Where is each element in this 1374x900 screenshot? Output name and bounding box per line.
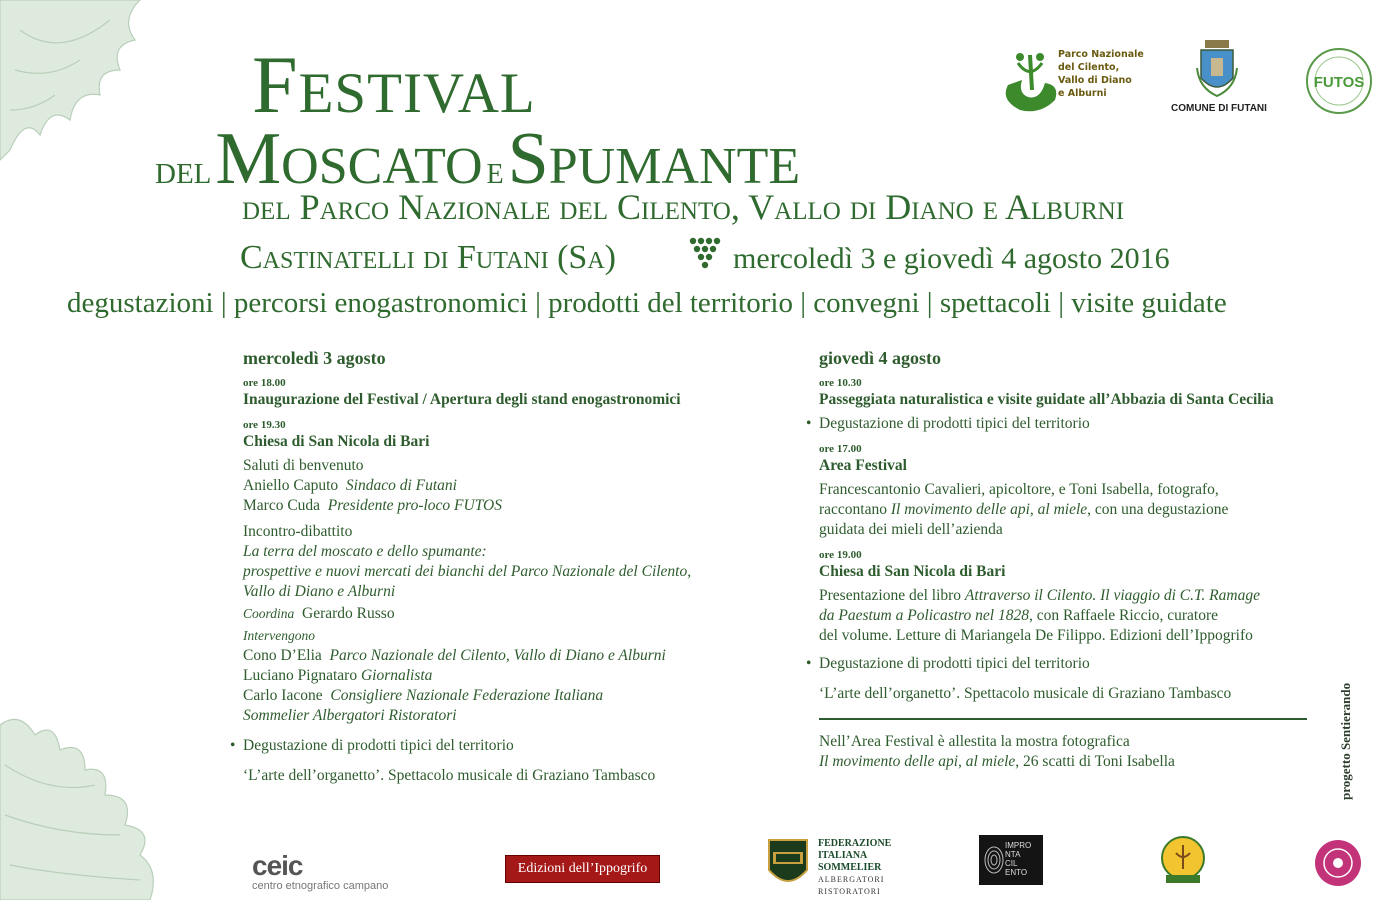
event-walk [819, 376, 1319, 434]
welcome-label: Saluti di benvenuto [243, 457, 364, 474]
logo-text-line: ITALIANA [818, 850, 868, 861]
logo-text-line: CIL [1005, 859, 1018, 868]
exhibition-desc: , 26 scatti di Toni Isabella [1015, 753, 1175, 770]
cibbi-logo [1313, 838, 1363, 888]
logo-text-line: ALBERGATORI [818, 875, 885, 884]
logo-text-line: RISTORATORI [818, 887, 881, 896]
title-moscato: Moscato [215, 118, 483, 200]
parco-logo-text [1058, 48, 1144, 100]
program-day-1 [243, 348, 763, 786]
project-credit: progetto Sentierando [1338, 682, 1353, 800]
terra-mia-logo [1160, 835, 1206, 885]
divider [819, 718, 1307, 720]
exhibition-title: Il movimento delle api, al miele [819, 753, 1016, 770]
speaker [243, 646, 763, 666]
event-time: ore 10.30 [819, 377, 862, 389]
impronta-cilento-logo [979, 835, 1043, 885]
logo-text-line: IMPRO [1005, 841, 1032, 850]
futos-proloco-logo [1305, 47, 1373, 115]
person-role: Presidente pro-loco FUTOS [327, 497, 503, 514]
debate-topic: prospettive e nuovi mercati dei bianchi del Parco Nazionale del Cilento, [243, 563, 692, 580]
greeting-person [243, 496, 763, 516]
title-moscato-spumante [155, 118, 801, 200]
location: Castinatelli di Futani (Sa) [240, 239, 616, 276]
event-book-presentation [819, 548, 1319, 646]
event-title: Chiesa di San Nicola di Bari [243, 433, 430, 450]
title-e: e [486, 147, 504, 192]
grapes-icon [687, 233, 723, 269]
ceic-main-text: ceic [252, 850, 303, 881]
fisar-shield-logo [767, 838, 809, 892]
day-heading: mercoledì 3 agosto [243, 348, 386, 368]
person-name: Aniello Caputo [243, 477, 339, 494]
speaker-role: Consigliere Nazionale Federazione Italiana [330, 687, 604, 704]
logo-text-line: del Cilento, [1058, 62, 1120, 73]
comune-futani-crest [1195, 38, 1239, 98]
title-spumante: Spumante [507, 118, 801, 200]
subtitle: del Parco Nazionale del Cilento, Vallo di Diano e Alburni [242, 187, 1125, 227]
event-area-festival [819, 442, 1319, 540]
tasting-item: • Degustazione di prodotti tipici del territorio [819, 414, 1319, 434]
moderator-name: Gerardo Russo [302, 605, 395, 622]
tasting-item: • Degustazione di prodotti tipici del territorio [819, 654, 1319, 674]
debate-topic: La terra del moscato e dello spumante: [243, 543, 487, 560]
music-show: ‘L’arte dell’organetto’. Spettacolo musicale di Graziano Tambasco [819, 685, 1232, 702]
logo-text-line: e Alburni [1058, 88, 1107, 99]
speaker-role-cont: Sommelier Albergatori Ristoratori [243, 707, 457, 724]
exhibition-note: Nell’Area Festival è allestita la mostra fotografica [819, 733, 1130, 750]
event-church-meeting [243, 418, 763, 726]
speaker-name: Cono D’Elia [243, 647, 322, 664]
title-festival: Festival [252, 39, 536, 130]
event-time: ore 19.30 [243, 419, 286, 431]
greeting-person [243, 476, 763, 496]
debate-label: Incontro-dibattito [243, 523, 353, 540]
person-role: Sindaco di Futani [345, 477, 457, 494]
event-time: ore 17.00 [819, 443, 862, 455]
speakers-label: Intervengono [243, 628, 315, 643]
title-del: del [155, 147, 212, 193]
speaker-role: Giornalista [360, 667, 433, 684]
speaker [243, 686, 763, 706]
event-desc: del volume. Letture di Mariangela De Filippo. Edizioni dell’Ippogrifo [819, 627, 1253, 644]
desc-text: , con Raffaele Riccio, curatore [1028, 607, 1219, 624]
speaker-name: Carlo Iacone [243, 687, 323, 704]
fingerprint-icon [983, 845, 1005, 875]
moderator [243, 604, 763, 624]
desc-text: raccontano [819, 501, 891, 518]
moderator-label: Coordina [243, 606, 295, 621]
event-title: Passeggiata naturalistica e visite guidate all’Abbazia di Santa Cecilia [819, 391, 1274, 408]
desc-text: Presentazione del libro [819, 587, 965, 604]
logo-text-line: Parco Nazionale [1058, 49, 1144, 60]
event-desc [819, 586, 1319, 606]
event-desc [819, 606, 1319, 626]
comune-futani-label: COMUNE DI FUTANI [1171, 103, 1267, 114]
desc-title: Il movimento delle api, al miele [890, 501, 1088, 518]
edizioni-ippogrifo-logo: Edizioni dell’Ippogrifo [505, 855, 660, 883]
event-title: Chiesa di San Nicola di Bari [819, 563, 1006, 580]
event-inauguration [243, 376, 763, 410]
event-desc: guidata dei mieli dell’azienda [819, 521, 1003, 538]
event-dates: mercoledì 3 e giovedì 4 agosto 2016 [733, 242, 1170, 275]
tasting-item: • Degustazione di prodotti tipici del territorio [243, 736, 763, 756]
impronta-text [1005, 841, 1031, 877]
book-title: Attraverso il Cilento. Il viaggio di C.T. Ramage [964, 587, 1260, 604]
logo-text-line: ENTO [1005, 868, 1028, 877]
fisar-text [818, 838, 891, 898]
book-title: da Paestum a Policastro nel 1828 [819, 607, 1029, 624]
day-heading: giovedì 4 agosto [819, 348, 942, 368]
ceic-logo [252, 852, 388, 892]
event-time: ore 18.00 [243, 377, 286, 389]
debate-topic: Vallo di Diano e Alburni [243, 583, 396, 600]
vine-leaf-decoration-top [0, 0, 150, 165]
program-day-2 [819, 348, 1319, 772]
ceic-sub-text: centro etnografico campano [252, 880, 389, 892]
event-time: ore 19.00 [819, 549, 862, 561]
speaker-role: Parco Nazionale del Cilento, Vallo di Diano e Alburni [329, 647, 666, 664]
event-title: Area Festival [819, 457, 907, 474]
speaker [243, 666, 763, 686]
vine-leaf-decoration-bottom [0, 705, 160, 900]
person-name: Marco Cuda [243, 497, 321, 514]
logo-text-line: FEDERAZIONE [818, 838, 892, 849]
event-desc [819, 500, 1319, 520]
desc-text: , con una degustazione [1087, 501, 1229, 518]
logo-text-line: Vallo di Diano [1058, 75, 1132, 86]
futos-text: FUTOS [1313, 74, 1365, 91]
activities-list: degustazioni | percorsi enogastronomici | prodotti del territorio | convegni | spettacoli | visite guidate [67, 287, 1227, 319]
event-title: Inaugurazione del Festival / Apertura degli stand enogastronomici [243, 391, 681, 408]
speaker-name: Luciano Pignataro [243, 667, 358, 684]
exhibition-note [819, 752, 1319, 772]
logo-text-line: NTA [1005, 850, 1021, 859]
logo-text-line: SOMMELIER [818, 862, 882, 873]
event-desc: Francescantonio Cavalieri, apicoltore, e Toni Isabella, fotografo, [819, 481, 1219, 498]
music-show: ‘L’arte dell’organetto’. Spettacolo musicale di Graziano Tambasco [243, 767, 656, 784]
